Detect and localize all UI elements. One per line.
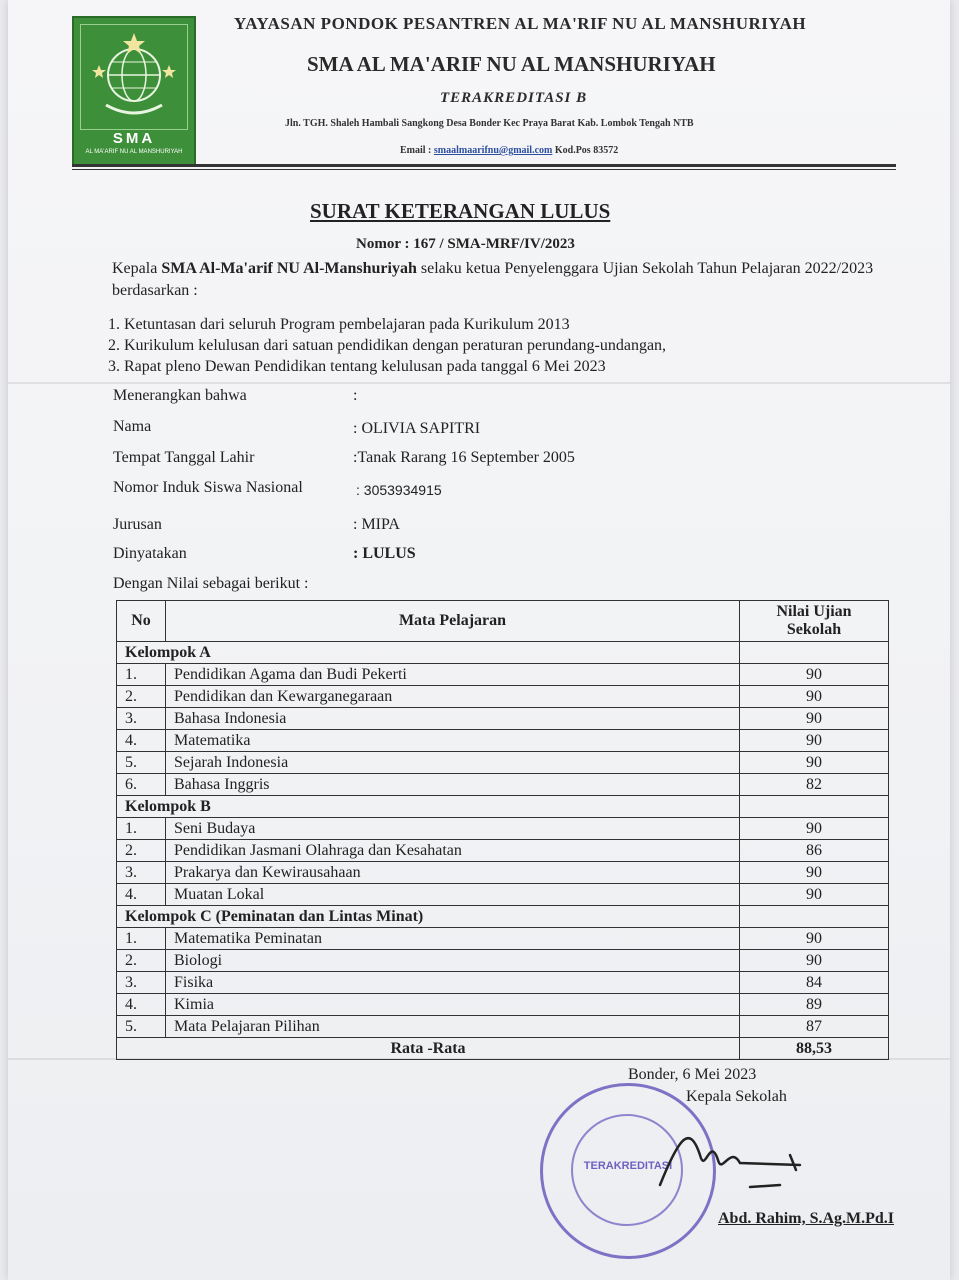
score-value: 90: [740, 818, 889, 840]
score-value: 90: [740, 752, 889, 774]
col-subject: Mata Pelajaran: [166, 601, 740, 642]
table-header-row: [117, 601, 889, 642]
school-logo: [72, 16, 196, 166]
table-row: [117, 708, 889, 730]
subject-name: Pendidikan Agama dan Budi Pekerti: [166, 664, 740, 686]
group-row: [117, 796, 889, 818]
declare-value: :: [353, 387, 358, 404]
subject-name: Mata Pelajaran Pilihan: [166, 1016, 740, 1038]
principal-name: Abd. Rahim, S.Ag.M.Pd.I: [718, 1210, 895, 1227]
score-value: 87: [740, 1016, 889, 1038]
basis-item: 2. Kurikulum kelulusan dari satuan pendidikan dengan peraturan perundang-undangan,: [108, 337, 667, 354]
row-number: 3.: [117, 972, 166, 994]
logo-emblem: [80, 24, 188, 130]
average-value: 88,53: [740, 1038, 889, 1060]
basis-list: [108, 314, 666, 377]
subject-name: Biologi: [166, 950, 740, 972]
email-link[interactable]: smaalmaarifnu@gmail.com: [433, 145, 553, 156]
birth-label: Tempat Tanggal Lahir: [113, 449, 255, 466]
handwritten-signature: [650, 1115, 830, 1205]
email-line: [400, 145, 618, 156]
group-score-empty: [740, 796, 889, 818]
subject-name: Pendidikan dan Kewarganegaraan: [166, 686, 740, 708]
row-number: 6.: [117, 774, 166, 796]
globe-star-icon: [81, 25, 187, 127]
row-number: 1.: [117, 818, 166, 840]
nisn-label: Nomor Induk Siswa Nasional: [113, 479, 303, 496]
subject-name: Matematika: [166, 730, 740, 752]
table-row: [117, 1016, 889, 1038]
row-number: 1.: [117, 664, 166, 686]
score-value: 89: [740, 994, 889, 1016]
sign-role: Kepala Sekolah: [686, 1088, 787, 1105]
score-value: 90: [740, 950, 889, 972]
subject-name: Seni Budaya: [166, 818, 740, 840]
row-number: 5.: [117, 752, 166, 774]
subject-name: Prakarya dan Kewirausahaan: [166, 862, 740, 884]
letter-title: SURAT KETERANGAN LULUS: [310, 199, 611, 223]
score-value: 90: [740, 686, 889, 708]
accreditation: TERAKREDITASI B: [440, 90, 588, 106]
table-row: [117, 862, 889, 884]
table-row: [117, 884, 889, 906]
nisn-value: : 3053934915: [356, 482, 442, 498]
subject-name: Bahasa Indonesia: [166, 708, 740, 730]
name-label: Nama: [113, 418, 152, 435]
subject-name: Sejarah Indonesia: [166, 752, 740, 774]
score-value: 90: [740, 884, 889, 906]
intro-paragraph: [112, 258, 902, 302]
group-score-empty: [740, 906, 889, 928]
birth-place-date: :Tanak Rarang 16 September 2005: [353, 449, 575, 466]
row-number: 4.: [117, 730, 166, 752]
grades-body: [117, 642, 889, 1060]
group-name: Kelompok B: [117, 796, 740, 818]
table-row: [117, 752, 889, 774]
group-name: Kelompok C (Peminatan dan Lintas Minat): [117, 906, 740, 928]
sign-place-date: Bonder, 6 Mei 2023: [628, 1066, 757, 1083]
group-name: Kelompok A: [117, 642, 740, 664]
logo-text: SMA: [112, 130, 156, 147]
table-row: [117, 994, 889, 1016]
school-name: SMA AL MA'ARIF NU AL MANSHURIYAH: [307, 52, 716, 76]
intro-text: Kepala: [112, 260, 162, 277]
score-value: 84: [740, 972, 889, 994]
major-label: Jurusan: [113, 516, 162, 533]
score-value: 90: [740, 928, 889, 950]
logo-subtext: AL MA'ARIF NU AL MANSHURIYAH: [85, 149, 183, 155]
table-row: [117, 664, 889, 686]
average-row: [117, 1038, 889, 1060]
row-number: 2.: [117, 950, 166, 972]
row-number: 3.: [117, 862, 166, 884]
subject-name: Pendidikan Jasmani Olahraga dan Kesahatan: [166, 840, 740, 862]
col-no: No: [117, 601, 166, 642]
header-rule: [72, 164, 896, 167]
row-number: 4.: [117, 884, 166, 906]
grades-table: [116, 600, 889, 1060]
table-row: [117, 818, 889, 840]
subject-name: Muatan Lokal: [166, 884, 740, 906]
score-value: 90: [740, 664, 889, 686]
school-address: Jln. TGH. Shaleh Hambali Sangkong Desa Bonder Kec Praya Barat Kab. Lombok Tengah NTB: [285, 118, 694, 129]
status-label: Dinyatakan: [113, 545, 187, 562]
row-number: 2.: [117, 686, 166, 708]
score-value: 90: [740, 730, 889, 752]
score-value: 86: [740, 840, 889, 862]
paper-fold: [8, 382, 950, 384]
letter-number: Nomor : 167 / SMA-MRF/IV/2023: [356, 236, 575, 252]
intro-school-name: SMA Al-Ma'arif NU Al-Manshuriyah: [161, 260, 417, 277]
col-score: Nilai Ujian Sekolah: [740, 601, 889, 642]
subject-name: Fisika: [166, 972, 740, 994]
table-row: [117, 686, 889, 708]
table-row: [117, 730, 889, 752]
basis-item: 1. Ketuntasan dari seluruh Program pembelajaran pada Kurikulum 2013: [108, 316, 570, 333]
group-row: [117, 642, 889, 664]
student-name: : OLIVIA SAPITRI: [353, 420, 481, 437]
intro-text-end: selaku ketua Penyelenggara Ujian Sekolah Tahun Pelajaran 2022/2023 berdasarkan :: [112, 260, 874, 299]
basis-item: 3. Rapat pleno Dewan Pendidikan tentang kelulusan pada tanggal 6 Mei 2023: [108, 358, 606, 375]
table-row: [117, 972, 889, 994]
group-score-empty: [740, 642, 889, 664]
subject-name: Kimia: [166, 994, 740, 1016]
table-row: [117, 928, 889, 950]
table-row: [117, 840, 889, 862]
row-number: 2.: [117, 840, 166, 862]
row-number: 4.: [117, 994, 166, 1016]
group-row: [117, 906, 889, 928]
subject-name: Bahasa Inggris: [166, 774, 740, 796]
subject-name: Matematika Peminatan: [166, 928, 740, 950]
header-rule-thin: [72, 169, 896, 170]
stamp-text: TERAKREDITASI: [583, 1160, 673, 1172]
row-number: 5.: [117, 1016, 166, 1038]
postal-code: Kod.Pos 83572: [554, 145, 619, 156]
average-label: Rata -Rata: [117, 1038, 740, 1060]
table-row: [117, 950, 889, 972]
row-number: 3.: [117, 708, 166, 730]
table-row: [117, 774, 889, 796]
grades-intro: Dengan Nilai sebagai berikut :: [113, 575, 309, 592]
declare-label: Menerangkan bahwa: [113, 387, 247, 404]
major-value: : MIPA: [353, 516, 400, 533]
status-value: : LULUS: [353, 545, 416, 562]
score-value: 82: [740, 774, 889, 796]
email-label: Email :: [400, 145, 432, 156]
row-number: 1.: [117, 928, 166, 950]
score-value: 90: [740, 862, 889, 884]
score-value: 90: [740, 708, 889, 730]
foundation-name: YAYASAN PONDOK PESANTREN AL MA'RIF NU AL MANSHURIYAH: [234, 14, 807, 33]
